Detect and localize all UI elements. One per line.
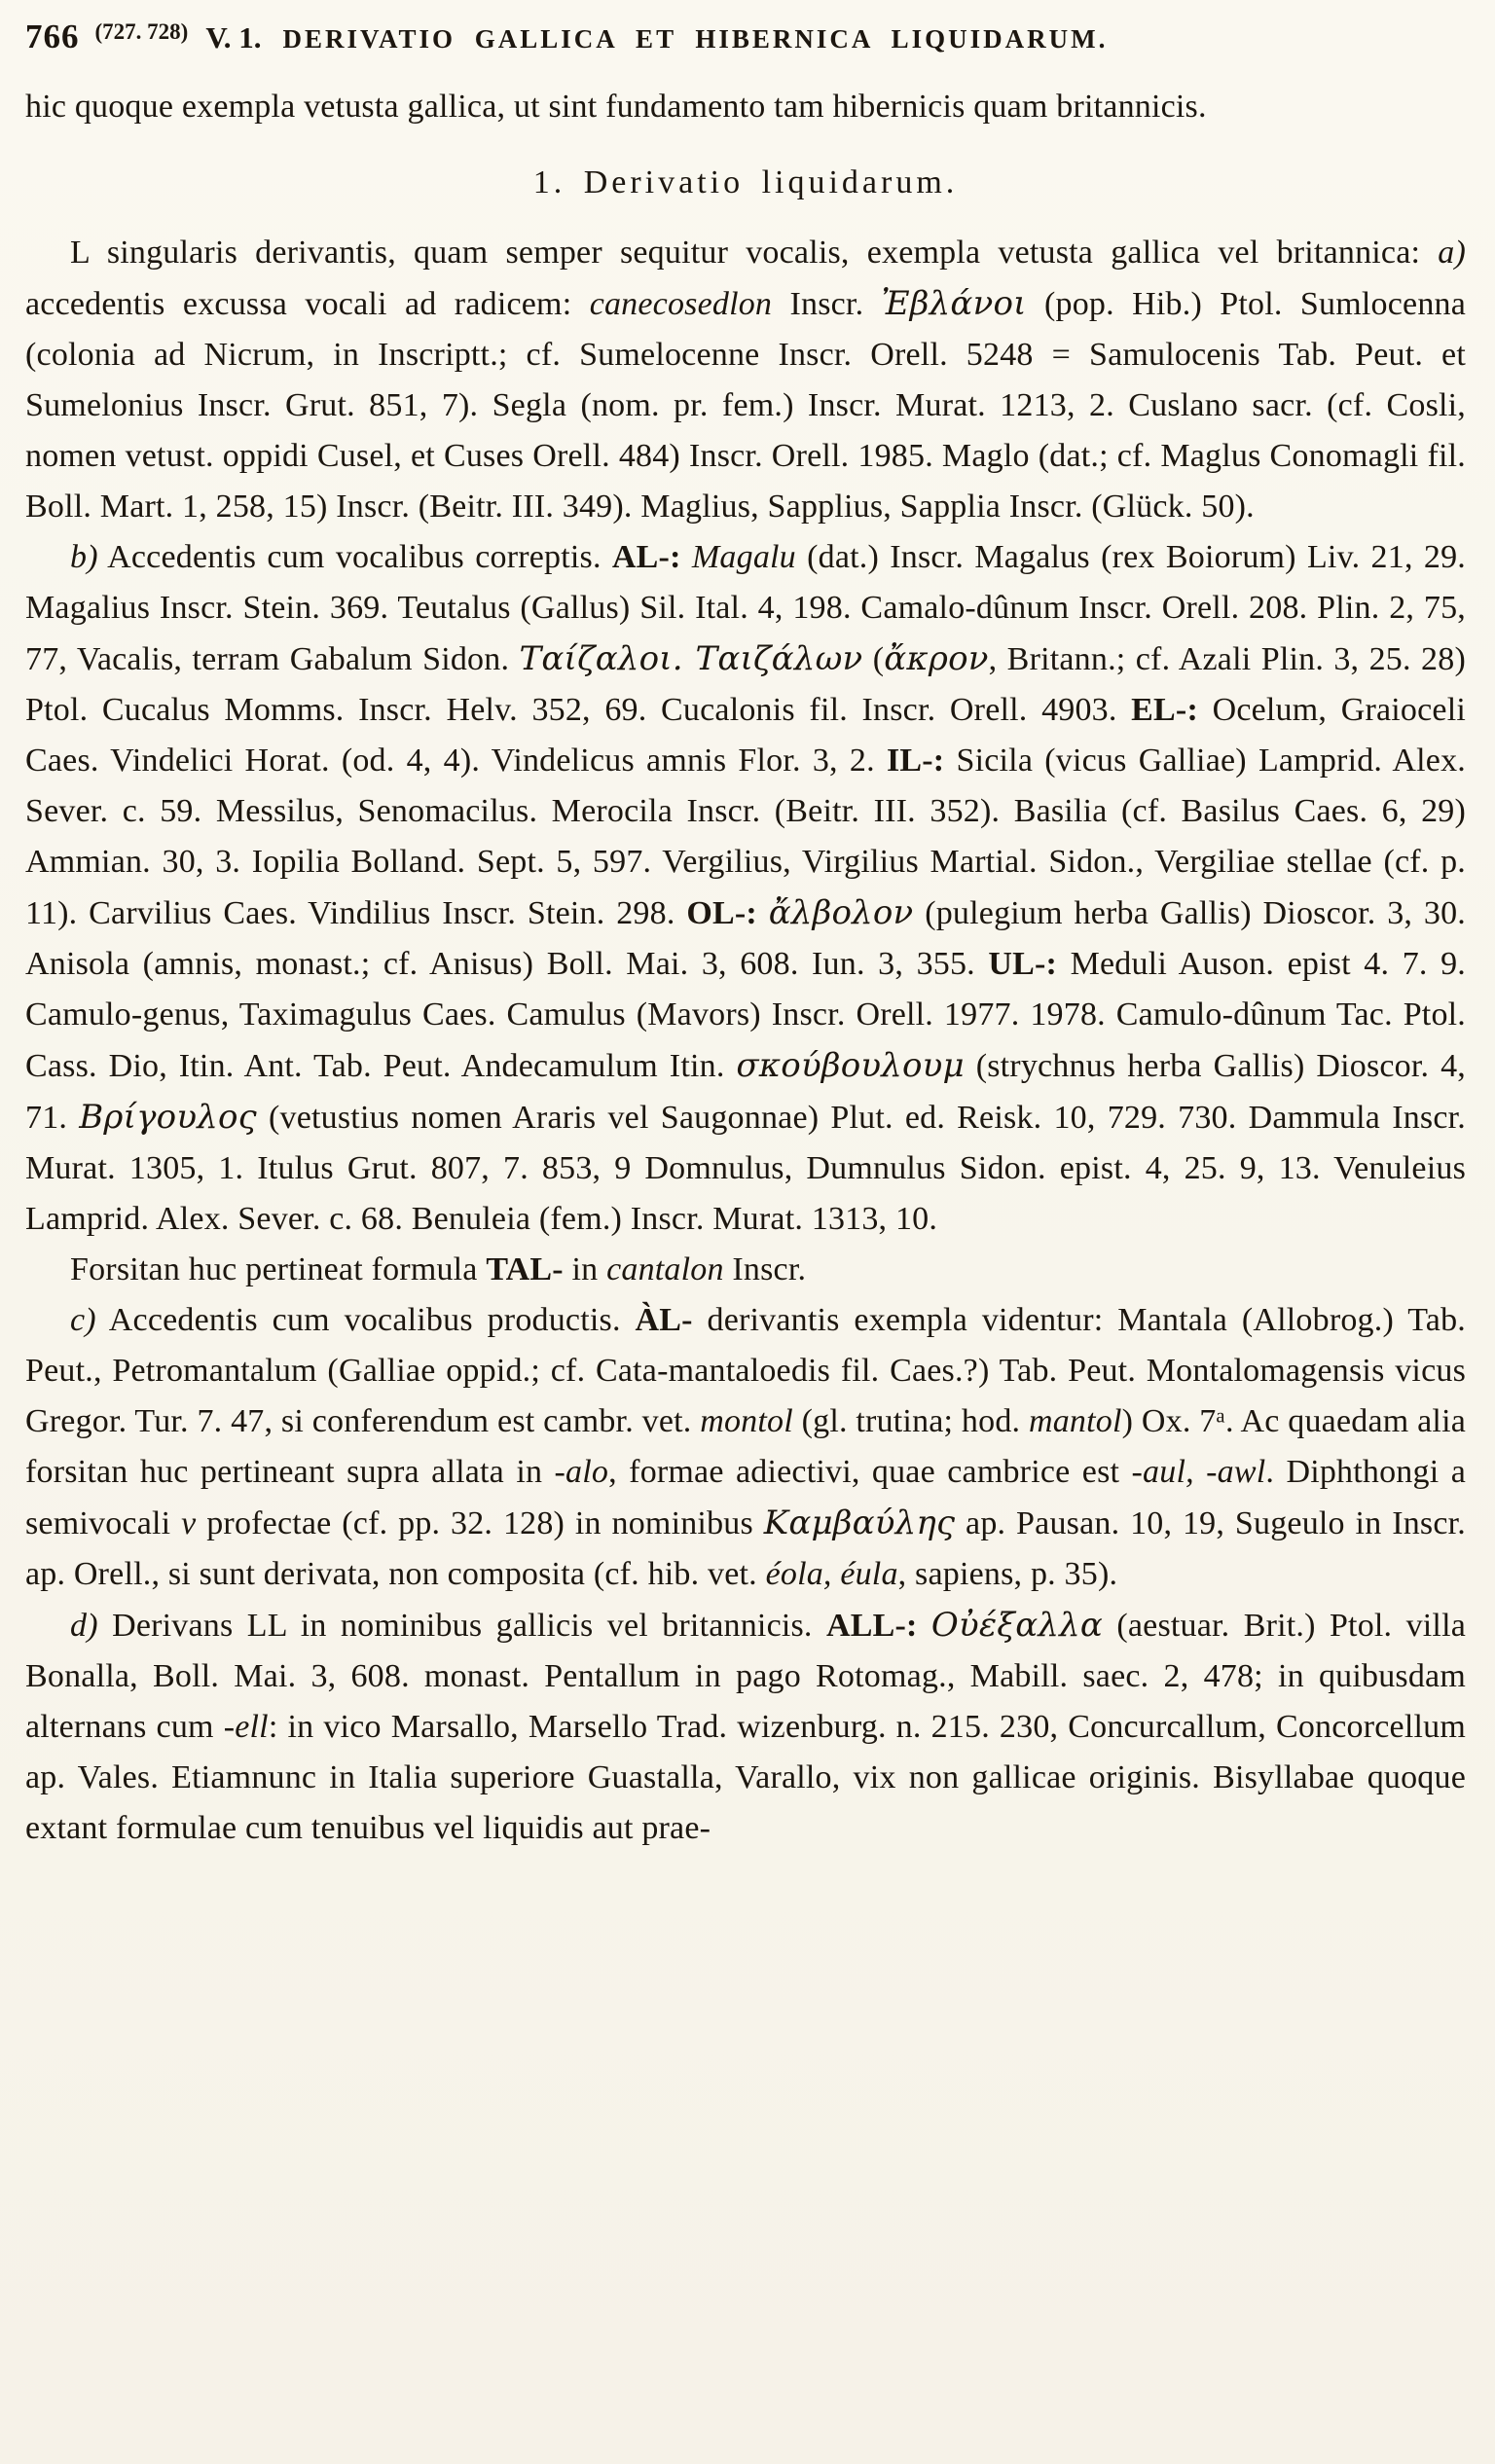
text-segment: in [563, 1251, 607, 1287]
page-number: 766 [25, 18, 80, 55]
text-segment: OL-: [686, 895, 757, 931]
text-segment: (vetustius nomen Araris vel Saugonnae) Plut. ed. Reisk. 10, 729. 730. Dammula Inscr. Murat. 1305, 1. Itulus Grut. 807, 7. 853, 9 Domnulus, Dumnulus Sidon. epist. 4, 25. 9, 13. Venuleius Lamprid. Alex. Sever. c. 68. Benuleia (fem.) Inscr. Murat. 1313, 10. [25, 1100, 1466, 1237]
text-segment: (aestuar. Brit.) Ptol. villa Bonalla, Boll. Mai. 3, 608. monast. Pentallum in pago Rotomag., Mabill. saec. 2, 478; in quibusdam alternans cum [25, 1608, 1467, 1745]
paragraph [25, 532, 1466, 1245]
text-segment: cantalon [606, 1251, 724, 1287]
text-segment: ( [862, 641, 885, 677]
text-segment: Βρίγουλος [79, 1098, 257, 1137]
text-segment: AL-: [611, 539, 681, 575]
text-segment: UL-: [988, 946, 1058, 982]
text-segment: ) Ox. 7ᵃ. Ac quaedam alia forsitan huc pertineant supra allata in [25, 1403, 1467, 1490]
running-header [25, 18, 1466, 56]
text-segment: Inscr. [772, 286, 882, 322]
text-segment: L singularis derivantis, quam semper sequitur vocalis, exempla vetusta gallica vel britannica: [70, 235, 1439, 271]
text-segment: . Diphthongi a semivocali [25, 1454, 1466, 1541]
text-segment: Sicila (vicus Galliae) Lamprid. Alex. Sever. c. 59. Messilus, Senomacilus. Merocila Inscr. (Beitr. III. 352). Basilia (cf. Basilus Caes. 6, 29) Ammian. 30, 3. Iopilia Bolland. Sept. 5, 597. Vergilius, Virgilius Martial. Sidon., Vergiliae stellae (cf. p. 11). Carvilius Caes. Vindilius Inscr. Stein. 298. [25, 743, 1466, 931]
text-segment [681, 539, 692, 575]
text-segment: Forsitan huc pertineat formula [70, 1251, 487, 1287]
text-segment: (strychnus herba Gallis) Dioscor. 4, 71. [25, 1048, 1466, 1136]
section-heading: 1. Derivatio liquidarum. [532, 164, 959, 200]
text-segment: , formae adiectivi, quae cambrice est [608, 1454, 1132, 1490]
text-segment: derivantis exempla videntur: Mantala (Allobrog.) Tab. Peut., Petromantalum (Galliae oppid.; cf. Cata-mantaloedis fil. Caes.?) Tab. Peut. Montalomagensis vicus Gregor. Tur. 7. 47, si conferendum est cambr. vet. [25, 1302, 1466, 1439]
text-segment: éola, éula [765, 1556, 898, 1592]
text-segment: , Britann.; cf. Azali Plin. 3, 25. 28) Ptol. Cucalus Momms. Inscr. Helv. 352, 69. Cucalonis fil. Inscr. Orell. 4903. [25, 641, 1466, 728]
text-segment: profectae (cf. pp. 32. 128) in nominibus [196, 1505, 764, 1541]
text-segment: σκούβουλουμ [736, 1046, 965, 1085]
text-segment [757, 895, 769, 931]
text-segment: canecosedlon [589, 286, 773, 322]
text-segment: d) [70, 1608, 98, 1644]
text-segment: ἄλβολον [768, 893, 914, 932]
text-segment: (pop. Hib.) Ptol. Sumlocenna (colonia ad Nicrum, in Inscriptt.; cf. Sumelocenne Inscr. Orell. 5248 = Samulocenis Tab. Peut. et Sumelonius Inscr. Grut. 851, 7). Segla (nom. pr. fem.) Inscr. Murat. 1213, 2. Cuslano sacr. (cf. Cosli, nomen vetust. oppidi Cusel, et Cuses Orell. 484) Inscr. Orell. 1985. Maglo (dat.; cf. Maglus Conomagli fil. Boll. Mart. 1, 258, 15) Inscr. (Beitr. III. 349). Maglius, Sapplius, Sapplia Inscr. (Glück. 50). [25, 286, 1467, 525]
text-segment: v [181, 1505, 197, 1541]
text-segment: Accedentis cum vocalibus productis. [95, 1302, 636, 1338]
text-segment: IL-: [886, 743, 945, 779]
text-segment: -aul, -awl [1131, 1454, 1266, 1490]
paragraph [25, 82, 1466, 132]
text-segment: Ταίζαλοι. Ταιζάλων [519, 639, 863, 678]
text-segment: , sapiens, p. 35). [897, 1556, 1118, 1592]
text-segment: a) [1438, 235, 1466, 271]
paragraph [25, 228, 1466, 532]
text-segment: Magalu [691, 539, 796, 575]
text-segment: : in vico Marsallo, Marsello Trad. wizenburg. n. 215. 230, Concurcallum, Concorcellum ap. Vales. Etiamnunc in Italia superiore Guastalla, Varallo, vix non gallicae originis. Bisyllabae quoque extant formulae cum tenuibus vel liquidis aut prae- [25, 1709, 1466, 1846]
text-segment: Accedentis cum vocalibus correptis. [97, 539, 612, 575]
text-segment: montol [700, 1403, 793, 1439]
section-label: V. 1. [205, 20, 262, 54]
text-segment: (pulegium herba Gallis) Dioscor. 3, 30. Anisola (amnis, monast.; cf. Anisus) Boll. Mai. 3, 608. Iun. 3, 355. [25, 895, 1466, 982]
page-note: (727. 728) [94, 19, 189, 44]
paragraph [25, 1600, 1466, 1854]
text-segment: hic quoque exempla vetusta gallica, ut sint fundamento tam hibernicis quam britannicis. [25, 89, 1207, 125]
text-segment: accedentis excussa vocali ad radicem: [25, 286, 590, 322]
text-segment: ÀL- [635, 1302, 693, 1338]
paragraph [25, 1295, 1466, 1600]
page-body [25, 82, 1466, 1854]
chapter-title: DERIVATIO GALLICA ET HIBERNICA LIQUIDARUM. [282, 24, 1109, 54]
text-segment: ἄκρον [884, 639, 989, 678]
text-segment: (dat.) Inscr. Magalus (rex Boiorum) Liv. 21, 29. Magalius Inscr. Stein. 369. Teutalus (Gallus) Sil. Ital. 4, 198. Camalo-dûnum Inscr. Orell. 208. Plin. 2, 75, 77, Vacalis, terram Gabalum Sidon. [25, 539, 1467, 677]
text-segment: mantol [1028, 1403, 1122, 1439]
text-segment: Οὐέξαλλα [930, 1606, 1104, 1645]
text-segment: -alo [554, 1454, 609, 1490]
text-segment: b) [70, 539, 98, 575]
text-segment: Derivans LL in nominibus gallicis vel britannicis. [97, 1608, 826, 1644]
text-segment: Ocelum, Graioceli Caes. Vindelici Horat. (od. 4, 4). Vindelicus amnis Flor. 3, 2. [25, 692, 1466, 779]
text-segment: Inscr. [723, 1251, 807, 1287]
text-segment: ALL-: [825, 1608, 918, 1644]
paragraph [25, 1245, 1466, 1295]
text-segment: c) [70, 1302, 96, 1338]
text-segment: Καμβαύλης [763, 1504, 956, 1542]
text-segment: -ell [223, 1709, 269, 1745]
text-segment: EL-: [1131, 692, 1198, 728]
text-segment: (gl. trutina; hod. [792, 1403, 1029, 1439]
text-segment: Ἐβλάνοι [881, 284, 1027, 323]
text-segment: TAL- [486, 1251, 564, 1287]
text-segment [918, 1608, 931, 1644]
text-segment: ap. Pausan. 10, 19, Sugeulo in Inscr. ap. Orell., si sunt derivata, non composita (cf. hib. vet. [25, 1505, 1466, 1592]
text-segment: Meduli Auson. epist 4. 7. 9. Camulo-genus, Taximagulus Caes. Camulus (Mavors) Inscr. Orell. 1977. 1978. Camulo-dûnum Tac. Ptol. Cass. Dio, Itin. Ant. Tab. Peut. Andecamulum Itin. [25, 946, 1467, 1084]
